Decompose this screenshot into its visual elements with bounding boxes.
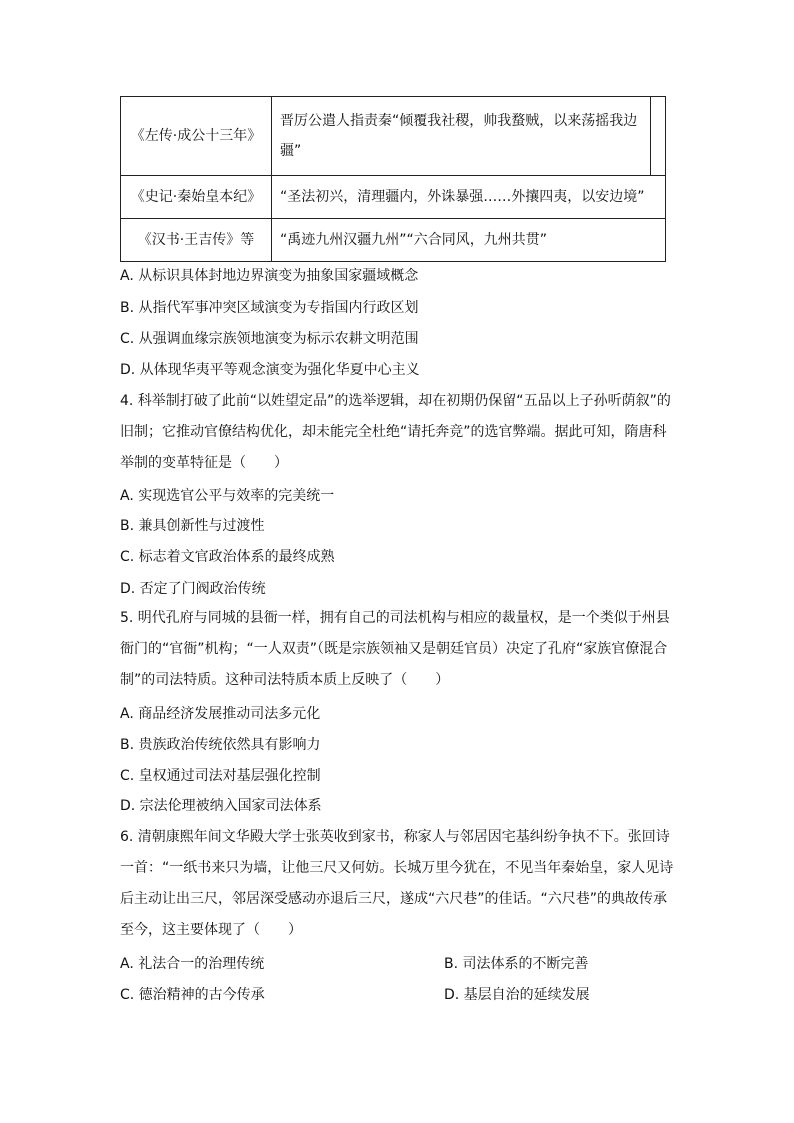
content-cell — [272, 97, 666, 176]
source-table — [120, 96, 666, 262]
q3-option-a: A. 从标识具体封地边界演变为抽象国家疆域概念 — [120, 268, 419, 284]
source-cell: 《史记·秦始皇本纪》 — [121, 176, 272, 219]
q4-stem: 4. 科举制打破了此前“以姓望定品”的选举逻辑，却在初期仍保留“五品以上子孙听荫叙”的旧制；它推动官僚结构优化，却未能完全杜绝“请托奔竞”的选官弊端。据此可知，隋唐科举制的变革特征是（ ） — [120, 393, 671, 471]
q5-option-b: B. 贵族政治传统依然具有影响力 — [120, 737, 321, 753]
q6-stem: 6. 清朝康熙年间文华殿大学士张英收到家书，称家人与邻居因宅基纠纷争执不下。张回诗一首：“一纸书来只为墙，让他三尺又何妨。长城万里今犹在，不见当年秦始皇，家人见诗后主动让出三尺，邻居深受感动亦退后三尺，遂成“六尺巷”的佳话。“六尺巷”的典故传承至今，这主要体现了（ ） — [120, 829, 674, 938]
q4-option-a: A. 实现选官公平与效率的完美统一 — [120, 488, 335, 504]
table-row — [121, 176, 666, 219]
q5-stem: 5. 明代孔府与同城的县衙一样，拥有自己的司法机构与相应的裁量权，是一个类似于州县衙门的“官衙”机构；“一人双责”（既是宗族领袖又是朝廷官员）决定了孔府“家族官僚混合制”的司法特质。这种司法特质本质上反映了（ ） — [120, 610, 670, 688]
q6-option-b: B. 司法体系的不断完善 — [444, 956, 589, 972]
q6-option-c: C. 德治精神的古今传承 — [120, 987, 265, 1003]
q5-option-c: C. 皇权通过司法对基层强化控制 — [120, 768, 321, 784]
source-cell: 《左传·成公十三年》 — [121, 97, 272, 176]
table-row — [121, 97, 666, 176]
q5-option-d: D. 宗法伦理被纳入国家司法体系 — [120, 798, 322, 814]
q4-option-b: B. 兼具创新性与过渡性 — [120, 518, 265, 534]
content-text: 晋厉公遣人指责秦“倾覆我社稷，帅我蝥贼，以来荡摇我边疆” — [280, 113, 638, 159]
q3-option-b: B. 从指代军事冲突区域演变为专指国内行政区划 — [120, 300, 419, 316]
q6-option-d: D. 基层自治的延续发展 — [444, 987, 590, 1003]
q3-option-d: D. 从体现华夷平等观念演变为强化华夏中心主义 — [120, 362, 420, 378]
q4-option-d: D. 否定了门阀政治传统 — [120, 581, 266, 597]
q5-option-a: A. 商品经济发展推动司法多元化 — [120, 706, 321, 722]
q6-option-a: A. 礼法合一的治理传统 — [120, 956, 265, 972]
table-row — [121, 219, 666, 262]
q4-option-c: C. 标志着文官政治体系的最终成熟 — [120, 549, 335, 565]
cell-rule — [650, 97, 651, 175]
source-cell: 《汉书·王吉传》等 — [121, 219, 272, 262]
content-cell: “圣法初兴，清理疆内，外诛暴强……外攘四夷，以安边境” — [272, 176, 666, 219]
q3-option-c: C. 从强调血缘宗族领地演变为标示农耕文明范围 — [120, 331, 419, 347]
content-cell: “禹迹九州汉疆九州”“六合同风，九州共贯” — [272, 219, 666, 262]
